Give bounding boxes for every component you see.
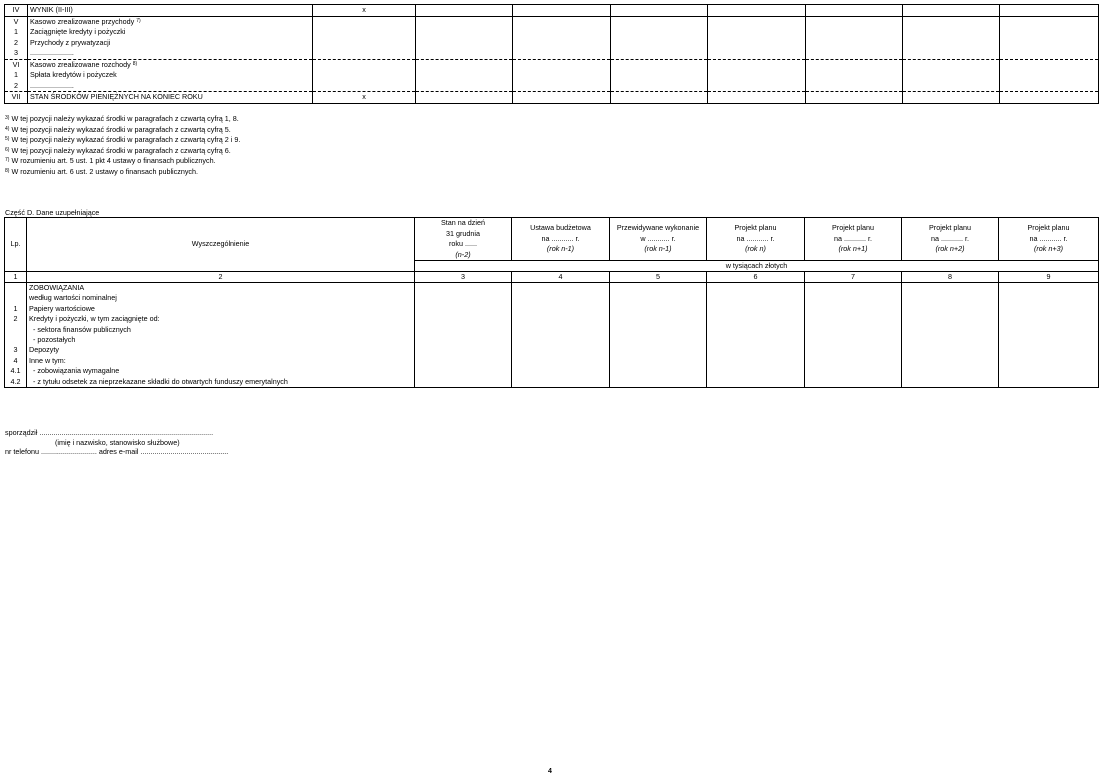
- table-row: [5, 59, 1099, 70]
- value-cell: [415, 293, 512, 303]
- row-number: 3: [5, 48, 28, 59]
- prepared-by-caption: (imię i nazwisko, stanowisko służbowe): [55, 437, 180, 447]
- value-cell: [512, 293, 610, 303]
- table-row: [5, 283, 1099, 294]
- value-cell: [1000, 81, 1099, 92]
- value-cell: [708, 38, 806, 49]
- value-cell: [611, 38, 708, 49]
- footnote-marker: 5): [5, 136, 10, 143]
- table-row: [5, 5, 1099, 17]
- row-label: [28, 81, 313, 92]
- row-number: 1: [5, 304, 27, 314]
- column-number: 7: [805, 272, 902, 283]
- value-cell: [610, 325, 707, 335]
- footnote-text: W rozumieniu art. 5 ust. 1 pkt 4 ustawy o finansach publicznych.: [11, 156, 216, 166]
- value-cell: [902, 314, 999, 324]
- row-label-text: Kasowo zrealizowane przychody: [30, 16, 135, 26]
- header-col9: Projekt planu na ........... r. (rok n+3): [999, 218, 1099, 261]
- value-cell: [610, 293, 707, 303]
- value-cell: [415, 356, 512, 366]
- value-cell: [610, 283, 707, 294]
- value-cell: [999, 293, 1099, 303]
- table-row: [5, 293, 1099, 303]
- row-number: 4.2: [5, 377, 27, 388]
- value-cell: [902, 377, 999, 388]
- table-row: [5, 81, 1099, 92]
- value-cell: [611, 81, 708, 92]
- value-cell: [806, 92, 903, 104]
- cash-flow-table: [4, 4, 1099, 104]
- footnote: [5, 146, 240, 157]
- header-col5: Przewidywane wykonanie w ........... r. (rok n-1): [610, 218, 707, 261]
- row-label: - pozostałych: [27, 335, 415, 345]
- value-cell: [707, 314, 805, 324]
- value-cell: [416, 16, 513, 27]
- value-cell: [707, 377, 805, 388]
- value-cell: [999, 377, 1099, 388]
- value-cell: [903, 92, 1000, 104]
- value-cell: [805, 283, 902, 294]
- value-cell: [707, 283, 805, 294]
- value-cell: [1000, 92, 1099, 104]
- value-cell: [313, 70, 416, 81]
- value-cell: [999, 325, 1099, 335]
- value-cell: [415, 325, 512, 335]
- row-number: 4.1: [5, 366, 27, 376]
- value-cell: [610, 356, 707, 366]
- value-cell: [513, 81, 611, 92]
- footnotes: [5, 114, 240, 178]
- row-label: Inne w tym:: [27, 356, 415, 366]
- table-row: [5, 325, 1099, 335]
- value-cell: [610, 366, 707, 376]
- footnote: [5, 167, 240, 178]
- supplementary-data-table: [4, 217, 1099, 388]
- row-label: - z tytułu odsetek za nieprzekazane składki do otwartych funduszy emerytalnych: [27, 377, 415, 388]
- value-cell: [513, 48, 611, 59]
- row-number: IV: [5, 5, 28, 17]
- footnote-ref: 7): [136, 17, 141, 24]
- value-cell: [415, 304, 512, 314]
- row-label-text: Kasowo zrealizowane rozchody: [30, 59, 131, 69]
- row-number: 3: [5, 345, 27, 355]
- value-cell: [707, 366, 805, 376]
- value-cell: [513, 38, 611, 49]
- row-number: 2: [5, 314, 27, 324]
- column-number: 9: [999, 272, 1099, 283]
- row-number: [5, 283, 27, 294]
- value-cell: [610, 335, 707, 345]
- value-cell: [902, 345, 999, 355]
- row-number: 2: [5, 38, 28, 49]
- table-row: [5, 377, 1099, 388]
- value-cell: [805, 356, 902, 366]
- value-cell: [806, 59, 903, 70]
- row-label: - zobowiązania wymagalne: [27, 366, 415, 376]
- footnote: [5, 135, 240, 146]
- value-cell: [1000, 48, 1099, 59]
- row-label: [28, 59, 313, 70]
- value-cell: [513, 70, 611, 81]
- value-cell: [512, 335, 610, 345]
- value-cell: [313, 27, 416, 38]
- value-cell: [610, 304, 707, 314]
- value-cell: [513, 5, 611, 17]
- value-cell: [903, 16, 1000, 27]
- row-label-text: WYNIK (II-III): [30, 5, 73, 14]
- value-cell: [805, 377, 902, 388]
- value-cell: [416, 38, 513, 49]
- row-label: [28, 5, 313, 17]
- value-cell: [708, 16, 806, 27]
- footnote-marker: 6): [5, 146, 10, 153]
- value-cell: [806, 81, 903, 92]
- footnote-marker: 8): [5, 167, 10, 174]
- value-cell: [805, 293, 902, 303]
- value-cell: [416, 27, 513, 38]
- header-col3: Stan na dzień 31 grudnia roku ...... (n-2): [415, 218, 512, 261]
- header-description: Wyszczególnienie: [27, 218, 415, 272]
- value-cell: [416, 92, 513, 104]
- row-label-text: STAN ŚRODKÓW PIENIĘŻNYCH NA KONIEC ROKU: [30, 92, 203, 101]
- value-cell: [903, 81, 1000, 92]
- row-number: V: [5, 16, 28, 27]
- header-unit: w tysiącach złotych: [415, 261, 1099, 272]
- table-row: [5, 314, 1099, 324]
- table-row: [5, 27, 1099, 38]
- value-cell: [611, 48, 708, 59]
- signature-block: [5, 428, 228, 457]
- row-number: [5, 325, 27, 335]
- footnote-text: W tej pozycji należy wykazać środki w paragrafach z czwartą cyfrą 6.: [11, 145, 231, 155]
- header-col8: Projekt planu na ........... r. (rok n+2): [902, 218, 999, 261]
- value-cell: [708, 5, 806, 17]
- row-label: Papiery wartościowe: [27, 304, 415, 314]
- value-cell: [1000, 59, 1099, 70]
- value-cell: [611, 59, 708, 70]
- row-label: [28, 27, 313, 38]
- footnote-marker: 3): [5, 115, 10, 121]
- value-cell: [707, 304, 805, 314]
- value-cell: [999, 283, 1099, 294]
- row-label: [28, 92, 313, 104]
- section-title: Część D. Dane uzupełniające: [5, 208, 100, 217]
- value-cell: [415, 335, 512, 345]
- value-cell: [610, 314, 707, 324]
- value-cell: [512, 283, 610, 294]
- value-cell: [708, 48, 806, 59]
- value-cell: [902, 293, 999, 303]
- column-number: 4: [512, 272, 610, 283]
- value-cell: [805, 314, 902, 324]
- row-number: [5, 293, 27, 303]
- table-row: [5, 70, 1099, 81]
- row-number: 1: [5, 27, 28, 38]
- value-cell: [903, 5, 1000, 17]
- table-row: [5, 38, 1099, 49]
- value-cell: [512, 377, 610, 388]
- value-cell: [512, 356, 610, 366]
- value-cell: [611, 92, 708, 104]
- value-cell: [513, 27, 611, 38]
- footnote: [5, 114, 240, 125]
- row-number: [5, 335, 27, 345]
- row-label: ZOBOWIĄZANIA: [27, 283, 415, 294]
- value-cell: [999, 366, 1099, 376]
- value-cell: [805, 335, 902, 345]
- value-cell: [313, 48, 416, 59]
- page-number: 4: [548, 768, 552, 775]
- value-cell: [1000, 16, 1099, 27]
- value-cell: [707, 335, 805, 345]
- value-cell: [902, 283, 999, 294]
- row-label: Kredyty i pożyczki, w tym zaciągnięte od:: [27, 314, 415, 324]
- row-label: - sektora finansów publicznych: [27, 325, 415, 335]
- prepared-by-line: sporządził .......................................................................................: [5, 428, 214, 437]
- footnote: [5, 156, 240, 167]
- value-cell: [416, 70, 513, 81]
- header-col6: Projekt planu na ........... r. (rok n): [707, 218, 805, 261]
- row-label-text: ......................: [30, 48, 74, 57]
- value-cell: [708, 92, 806, 104]
- value-cell: [415, 345, 512, 355]
- column-number: 8: [902, 272, 999, 283]
- header-col7: Projekt planu na ........... r. (rok n+1): [805, 218, 902, 261]
- value-cell: [416, 81, 513, 92]
- value-cell: [1000, 27, 1099, 38]
- value-cell: [903, 70, 1000, 81]
- value-cell: [903, 27, 1000, 38]
- value-cell: [610, 345, 707, 355]
- value-cell: [903, 48, 1000, 59]
- footnote-text: W tej pozycji należy wykazać środki w paragrafach z czwartą cyfrą 2 i 9.: [11, 135, 241, 145]
- value-cell: [1000, 5, 1099, 17]
- value-cell: [902, 304, 999, 314]
- value-cell: [708, 81, 806, 92]
- row-number: VI: [5, 59, 28, 70]
- row-label: [28, 16, 313, 27]
- value-cell: x: [313, 92, 416, 104]
- table-row: [5, 48, 1099, 59]
- value-cell: [902, 335, 999, 345]
- value-cell: [806, 70, 903, 81]
- value-cell: [416, 59, 513, 70]
- row-number: 1: [5, 70, 28, 81]
- value-cell: [1000, 38, 1099, 49]
- row-number: VII: [5, 92, 28, 104]
- value-cell: [1000, 70, 1099, 81]
- table-row: [5, 304, 1099, 314]
- row-label-text: Przychody z prywatyzacji: [30, 37, 111, 47]
- value-cell: [708, 59, 806, 70]
- value-cell: [806, 48, 903, 59]
- value-cell: [805, 366, 902, 376]
- value-cell: [513, 16, 611, 27]
- footnote-text: W rozumieniu art. 6 ust. 2 ustawy o finansach publicznych.: [11, 166, 199, 176]
- value-cell: [806, 27, 903, 38]
- table-row: [5, 92, 1099, 104]
- value-cell: [313, 38, 416, 49]
- value-cell: [415, 314, 512, 324]
- value-cell: [513, 59, 611, 70]
- header-col4: Ustawa budżetowa na ........... r. (rok n-1): [512, 218, 610, 261]
- value-cell: [313, 59, 416, 70]
- value-cell: [806, 38, 903, 49]
- value-cell: [512, 314, 610, 324]
- contact-line: nr telefonu ............................ adres e-mail ............................................: [5, 447, 229, 457]
- value-cell: [611, 70, 708, 81]
- value-cell: [708, 27, 806, 38]
- value-cell: [999, 345, 1099, 355]
- value-cell: [416, 48, 513, 59]
- row-label: Depozyty: [27, 345, 415, 355]
- footnote-marker: 4): [5, 125, 10, 132]
- value-cell: [707, 345, 805, 355]
- value-cell: x: [313, 5, 416, 17]
- footnote-ref: 8): [132, 60, 138, 67]
- value-cell: [707, 293, 805, 303]
- row-label-text: Spłata kredytów i pożyczek: [30, 70, 117, 79]
- row-label-text: ......................: [30, 80, 74, 90]
- row-label: [28, 38, 313, 49]
- row-label: [28, 70, 313, 81]
- value-cell: [512, 304, 610, 314]
- value-cell: [708, 70, 806, 81]
- row-label-text: Zaciągnięte kredyty i pożyczki: [30, 27, 126, 36]
- row-number: 2: [5, 81, 28, 92]
- column-number: 2: [27, 272, 415, 283]
- row-number: 4: [5, 356, 27, 366]
- value-cell: [611, 16, 708, 27]
- value-cell: [512, 345, 610, 355]
- value-cell: [999, 304, 1099, 314]
- value-cell: [805, 304, 902, 314]
- value-cell: [416, 5, 513, 17]
- column-number: 1: [5, 272, 27, 283]
- value-cell: [512, 325, 610, 335]
- value-cell: [513, 92, 611, 104]
- value-cell: [610, 377, 707, 388]
- value-cell: [707, 325, 805, 335]
- value-cell: [902, 356, 999, 366]
- value-cell: [313, 81, 416, 92]
- value-cell: [903, 59, 1000, 70]
- table-row: [5, 345, 1099, 355]
- table-row: [5, 366, 1099, 376]
- table-row: [5, 356, 1099, 366]
- value-cell: [999, 314, 1099, 324]
- value-cell: [806, 16, 903, 27]
- column-numbers-row: [5, 272, 1099, 283]
- value-cell: [805, 325, 902, 335]
- header-lp: Lp.: [5, 218, 27, 272]
- value-cell: [902, 325, 999, 335]
- value-cell: [805, 345, 902, 355]
- column-number: 5: [610, 272, 707, 283]
- value-cell: [707, 356, 805, 366]
- value-cell: [611, 5, 708, 17]
- table-row: [5, 16, 1099, 27]
- value-cell: [611, 27, 708, 38]
- value-cell: [415, 283, 512, 294]
- value-cell: [313, 16, 416, 27]
- column-number: 3: [415, 272, 512, 283]
- value-cell: [903, 38, 1000, 49]
- table-row: [5, 335, 1099, 345]
- column-number: 6: [707, 272, 805, 283]
- footnote-marker: 7): [5, 157, 10, 164]
- footnote: [5, 125, 240, 136]
- value-cell: [902, 366, 999, 376]
- value-cell: [512, 366, 610, 376]
- footnote-text: W tej pozycji należy wykazać środki w paragrafach z czwartą cyfrą 5.: [11, 124, 231, 134]
- value-cell: [806, 5, 903, 17]
- row-label: [28, 48, 313, 59]
- value-cell: [415, 377, 512, 388]
- value-cell: [999, 356, 1099, 366]
- footnote-text: W tej pozycji należy wykazać środki w paragrafach z czwartą cyfrą 1, 8.: [11, 114, 239, 123]
- value-cell: [999, 335, 1099, 345]
- value-cell: [415, 366, 512, 376]
- row-label: według wartości nominalnej: [27, 293, 415, 303]
